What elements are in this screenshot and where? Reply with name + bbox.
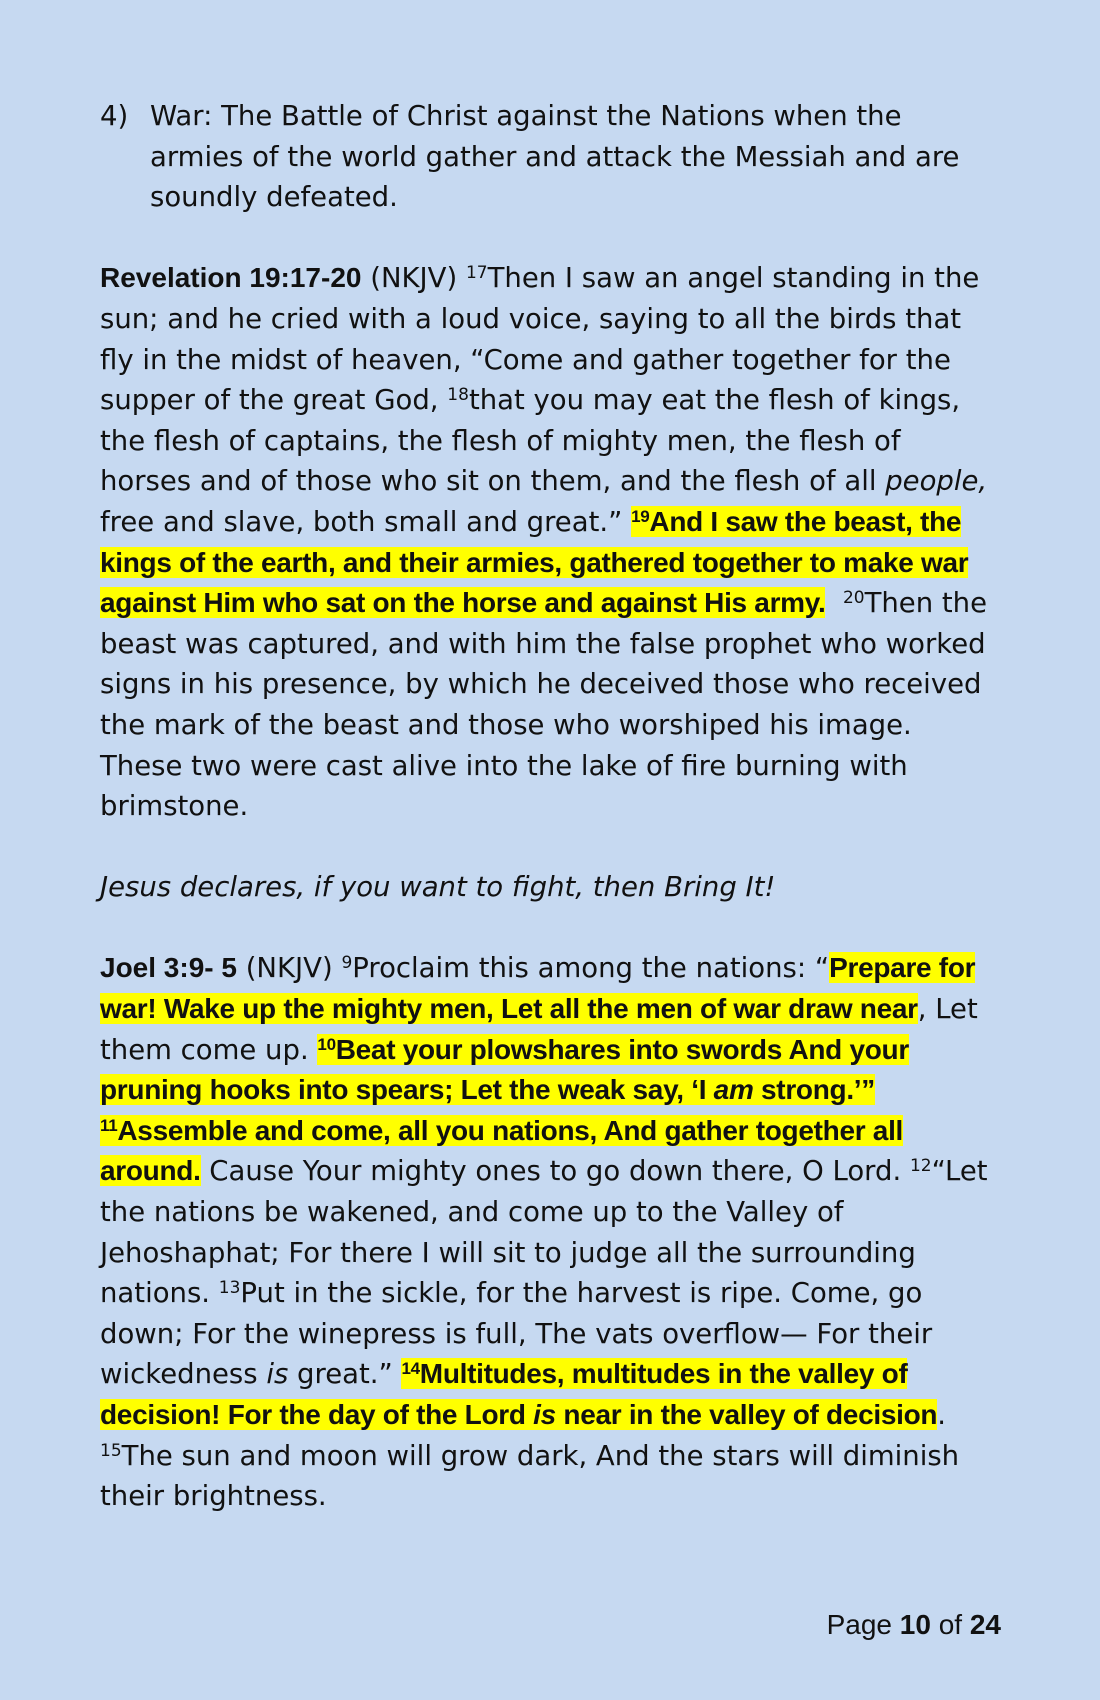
verse-number: 18 bbox=[447, 385, 469, 406]
page-number: Page 10 of 24 bbox=[826, 1609, 1001, 1640]
italic-word: am bbox=[713, 1074, 754, 1106]
highlighted-verse: Prepare for war! Wake up the mighty men, Let all the men of war draw near bbox=[100, 952, 976, 1025]
verse-text: Put in the sickle, for the harvest is ripe. Come, go down; For the winepress is full, The vats overflow— For their wickedness bbox=[100, 1277, 933, 1391]
verse-number: 20 bbox=[842, 588, 865, 609]
joel-passage bbox=[100, 948, 1000, 1516]
italic-word: is bbox=[266, 1358, 289, 1391]
verse-text: Cause Your mighty ones to go down there, O Lord. bbox=[200, 1155, 910, 1188]
highlighted-verse: $^{14}$Multitudes, multitudes in the valley of decision! For the day of the Lord is near in the valley of decision bbox=[100, 1358, 938, 1430]
verse-text: . bbox=[937, 1399, 946, 1431]
verse-text: great.” bbox=[288, 1358, 402, 1391]
verse-number: 19 bbox=[631, 506, 650, 526]
verse-text: The sun and moon will grow dark, And the stars will diminish their brightness. bbox=[100, 1439, 960, 1513]
italic-word: people, bbox=[885, 465, 988, 498]
highlighted-verse: $^{10}$Beat your plowshares into swords And your pruning hooks into spears; Let the weak say, ‘I am strong.’” $^{11}$Assemble and come, all you nations, And gather together all around. bbox=[100, 1033, 909, 1187]
page-content bbox=[100, 96, 1000, 1517]
verse-number: 14 bbox=[401, 1359, 420, 1379]
verse-number: 15 bbox=[100, 1440, 122, 1461]
current-page: 10 bbox=[899, 1609, 931, 1640]
verse-text: , Let them come up. bbox=[100, 993, 978, 1066]
scripture-reference: Revelation 19:17-20 bbox=[100, 262, 362, 294]
verse-number: 12 bbox=[909, 1156, 932, 1177]
version-label: (NKJV) bbox=[370, 262, 458, 295]
revelation-passage bbox=[100, 258, 1000, 826]
verse-number: 11 bbox=[100, 1115, 118, 1135]
verse-text: Proclaim this among the nations: “ bbox=[352, 952, 830, 985]
verse-text: free and slave, both small and great.” bbox=[100, 505, 623, 538]
scripture-reference: Joel 3:9- 5 bbox=[100, 952, 237, 984]
italic-word: is bbox=[533, 1399, 556, 1430]
verse-number: 13 bbox=[218, 1278, 241, 1299]
list-number: 4) bbox=[100, 100, 129, 132]
verse-number: 10 bbox=[317, 1034, 336, 1054]
verse-text: Then I saw an angel standing in the sun; and he cried with a loud voice, saying to all the birds that fly in the midst of heaven, “Come and gather together for the supper of the great God, bbox=[100, 262, 980, 417]
verse-number: 17 bbox=[465, 263, 488, 284]
total-pages: 24 bbox=[969, 1609, 1001, 1640]
list-item bbox=[100, 96, 1000, 218]
verse-number: 9 bbox=[341, 953, 353, 974]
highlighted-verse: $^{19}$And I saw the beast, the kings of the earth, and their armies, gathered together to make war against Him who sat on the horse and against His army. bbox=[100, 505, 969, 619]
verse-text: Then the beast was captured, and with him the false prophet who worked signs in his presence, by which he deceived those who received the mark of the beast and those who worshiped his image. These two were cast alive into the lake of fire burning with brimstone. bbox=[100, 587, 988, 823]
verse-text: that you may eat the flesh of kings, the flesh of captains, the flesh of mighty men, the flesh of horses and of those who sit on them, and the flesh of all bbox=[100, 384, 961, 498]
declaration: Jesus declares, if you want to fight, then Bring It! bbox=[100, 871, 776, 904]
verse-text: “Let the nations be wakened, and come up to the Valley of Jehoshaphat; For there I will sit to judge all the surrounding nations. bbox=[100, 1155, 988, 1310]
list-text: War: The Battle of Christ against the Nations when the armies of the world gather and attack the Messiah and are soundly defeated. bbox=[150, 100, 960, 214]
version-label: (NKJV) bbox=[245, 952, 333, 985]
